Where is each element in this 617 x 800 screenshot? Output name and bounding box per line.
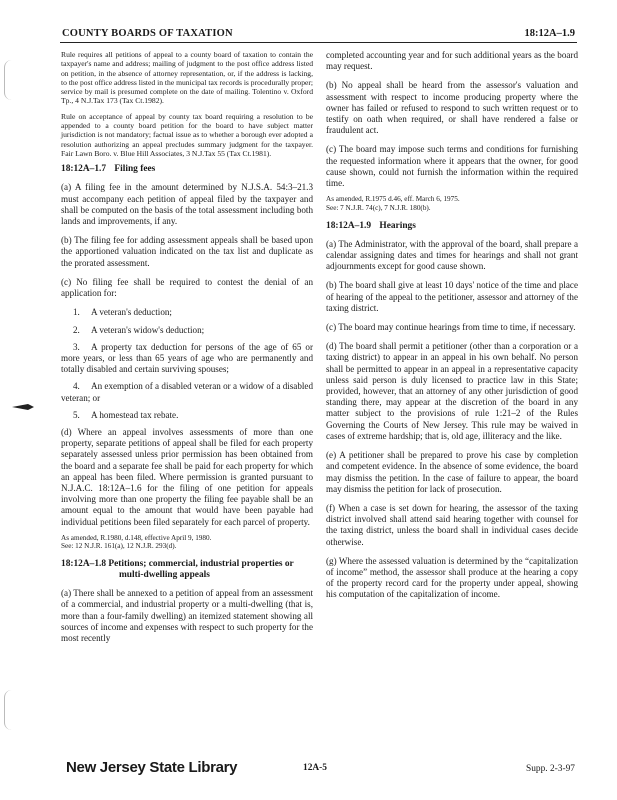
arrow-marker-icon: [12, 403, 34, 411]
section-number: 18:12A–1.9: [326, 220, 372, 231]
section-title-cont: multi-dwelling appeals: [119, 570, 210, 581]
paragraph-continued: completed accounting year and for such additional years as the board may request.: [326, 50, 578, 72]
amendment-history: As amended, R.1980, d.148, effective April 9, 1980. See: 12 N.J.R. 161(a), 12 N.J.R. 293(d).: [61, 533, 212, 551]
paragraph-d: (d) Where an appeal involves assessments of more than one property, separate petitions of appeal shall be filed for each property separately assessed unless prior permission has been obtained from the board and a separate fee shall be paid for each property for which an appeal has been filed. Where permission is granted pursuant to N.J.A.C. 18:12A–1.6 for the filing of one petition for appeals involving more than one property the filing fee payable shall be an amount equal to the amount that would have been payable had individual petitions been filed separately for each parcel of property.: [61, 426, 313, 527]
paragraph-c: (c) No filing fee shall be required to contest the denial of an application for:: [61, 276, 313, 299]
paragraph-g: (g) Where the assessed valuation is determined by the “capitalization of income” method, the assessor shall produce at the hearing a copy of the property record card for the property under appeal, showing his computation of the capitalization of income.: [326, 555, 578, 600]
exemption-list: [61, 307, 313, 421]
paragraph-b: (b) No appeal shall be heard from the assessor's valuation and assessment with respect to income producing property where the owner has failed or refused to respond to such written request or to testify on oath when required, or shall have rendered a false or fraudulent act.: [326, 80, 578, 136]
section-heading-1-7: [61, 164, 313, 175]
paragraph-b: (b) The filing fee for adding assessment appeals shall be based upon the apportioned valuation indicated on the tax list and duplicate as the prorated assessment.: [61, 235, 313, 268]
paragraph-c: (c) The board may continue hearings from time to time, if necessary.: [326, 322, 576, 333]
paragraph-b: (b) The board shall give at least 10 days' notice of the time and place of hearing of the appeal to the petitioner, assessor and attorney of the taxing district.: [326, 280, 578, 313]
list-item: 5. A homestead tax rebate.: [73, 409, 179, 420]
list-item: 1. A veteran's deduction;: [73, 307, 172, 318]
section-title: Filing fees: [114, 164, 156, 175]
section-title: Petitions; commercial, industrial properties or: [108, 559, 294, 570]
paragraph-a: (a) There shall be annexed to a petition of appeal from an assessment of a commercial, and industrial property or a multi-dwelling (that is, more than a four-family dwelling) an itemized statement showing all sources of income and expenses with respect to such property for the most recently: [61, 588, 313, 643]
library-stamp: New Jersey State Library: [66, 759, 238, 776]
section-heading-1-9: [326, 221, 578, 232]
paragraph-a: (a) A filing fee in the amount determined by N.J.S.A. 54:3–21.3 must accompany each petition of appeal filed by the taxpayer and shall be computed on the basis of the total assessment including both lands and improvements, if any.: [61, 182, 313, 227]
binder-hole-mark: [4, 60, 19, 100]
running-header: [60, 26, 577, 43]
section-number: 18:12A–1.7: [61, 164, 107, 175]
list-item: 4. An exemption of a disabled veteran or a widow of a disabled veteran; or: [61, 381, 313, 403]
right-column: [326, 50, 578, 609]
section-heading-1-8: [61, 559, 313, 581]
paragraph-a: (a) The Administrator, with the approval of the board, shall prepare a calendar assigning dates and times for hearings and shall not grant adjournments except for good cause shown.: [326, 238, 578, 272]
supplement-date: Supp. 2-3-97: [526, 764, 575, 774]
left-column: [61, 50, 313, 652]
list-item: 3. A property tax deduction for persons of the age of 65 or more years, or less than 65 years of age who are permanently and totally disabled and certain surviving spouses;: [61, 341, 313, 375]
case-note: Rule on acceptance of appeal by county tax board requiring a resolution to be appended to a county board petition for the board to have subject matter jurisdiction is not mandatory; factual issue as to whether a borough ever adopted a resolution authorizing an appeal precludes summary judgment for the taxpayer. Fair Lawn Boro. v. Blue Hill Associates, 3 N.J.Tax 55 (Tax Ct.1981).: [61, 111, 313, 158]
case-note: Rule requires all petitions of appeal to a county board of taxation to contain the taxpayer's name and address; mailing of judgment to the post office address listed on petition, in the absence of attorney representation, or, if the address is lacking, to the post office address listed in the municipal tax records is procedurally proper; service by mail is presumed complete on the date of mailing. Tolentino v. Oxford Tp., 4 N.J.Tax 173 (Tax Ct.1982).: [61, 50, 313, 106]
binder-hole-mark: [4, 690, 19, 730]
page-footer: [66, 759, 575, 785]
paragraph-e: (e) A petitioner shall be prepared to prove his case by completion and competent evidence. In the absence of some evidence, the board may dismiss the petition. In the case of failure to appear, the board may dismiss the petition for lack of prosecution.: [326, 450, 578, 494]
list-item: 2. A veteran's widow's deduction;: [73, 324, 205, 335]
amendment-history: As amended, R.1975 d.46, eff. March 6, 1975. See: 7 N.J.R. 74(c), 7 N.J.R. 180(b).: [326, 195, 460, 212]
paragraph-d: (d) The board shall permit a petitioner (other than a corporation or a taxing district) to appear in an appeal in his own behalf. No person shall be permitted to appear in an appeal in a representative capacity unless said person is duly licensed to practice law in this State; provided, however, that an attorney of any other jurisdiction of good standing there, may appear at the discretion of the board in any matter subject to the provisions of rule 1:21–2 of the Rules Governing the Courts of New Jersey. This rule may be waived in cases of extreme hardship; that is, old age, illiteracy and the like.: [326, 341, 578, 441]
paragraph-c: (c) The board may impose such terms and conditions for furnishing the requested information where it appears that the owner, for good cause shown, could not furnish the information within the required time.: [326, 144, 578, 189]
section-title: Hearings: [379, 220, 416, 231]
paragraph-f: (f) When a case is set down for hearing, the assessor of the taxing district involved shall attend said hearing together with counsel for the taxing district, unless the board shall in individual cases decide otherwise.: [326, 502, 578, 547]
section-number: 18:12A–1.8: [61, 559, 107, 570]
header-section: 18:12A–1.9: [524, 28, 575, 39]
header-title: COUNTY BOARDS OF TAXATION: [62, 28, 233, 39]
page-number: 12A-5: [303, 763, 327, 773]
